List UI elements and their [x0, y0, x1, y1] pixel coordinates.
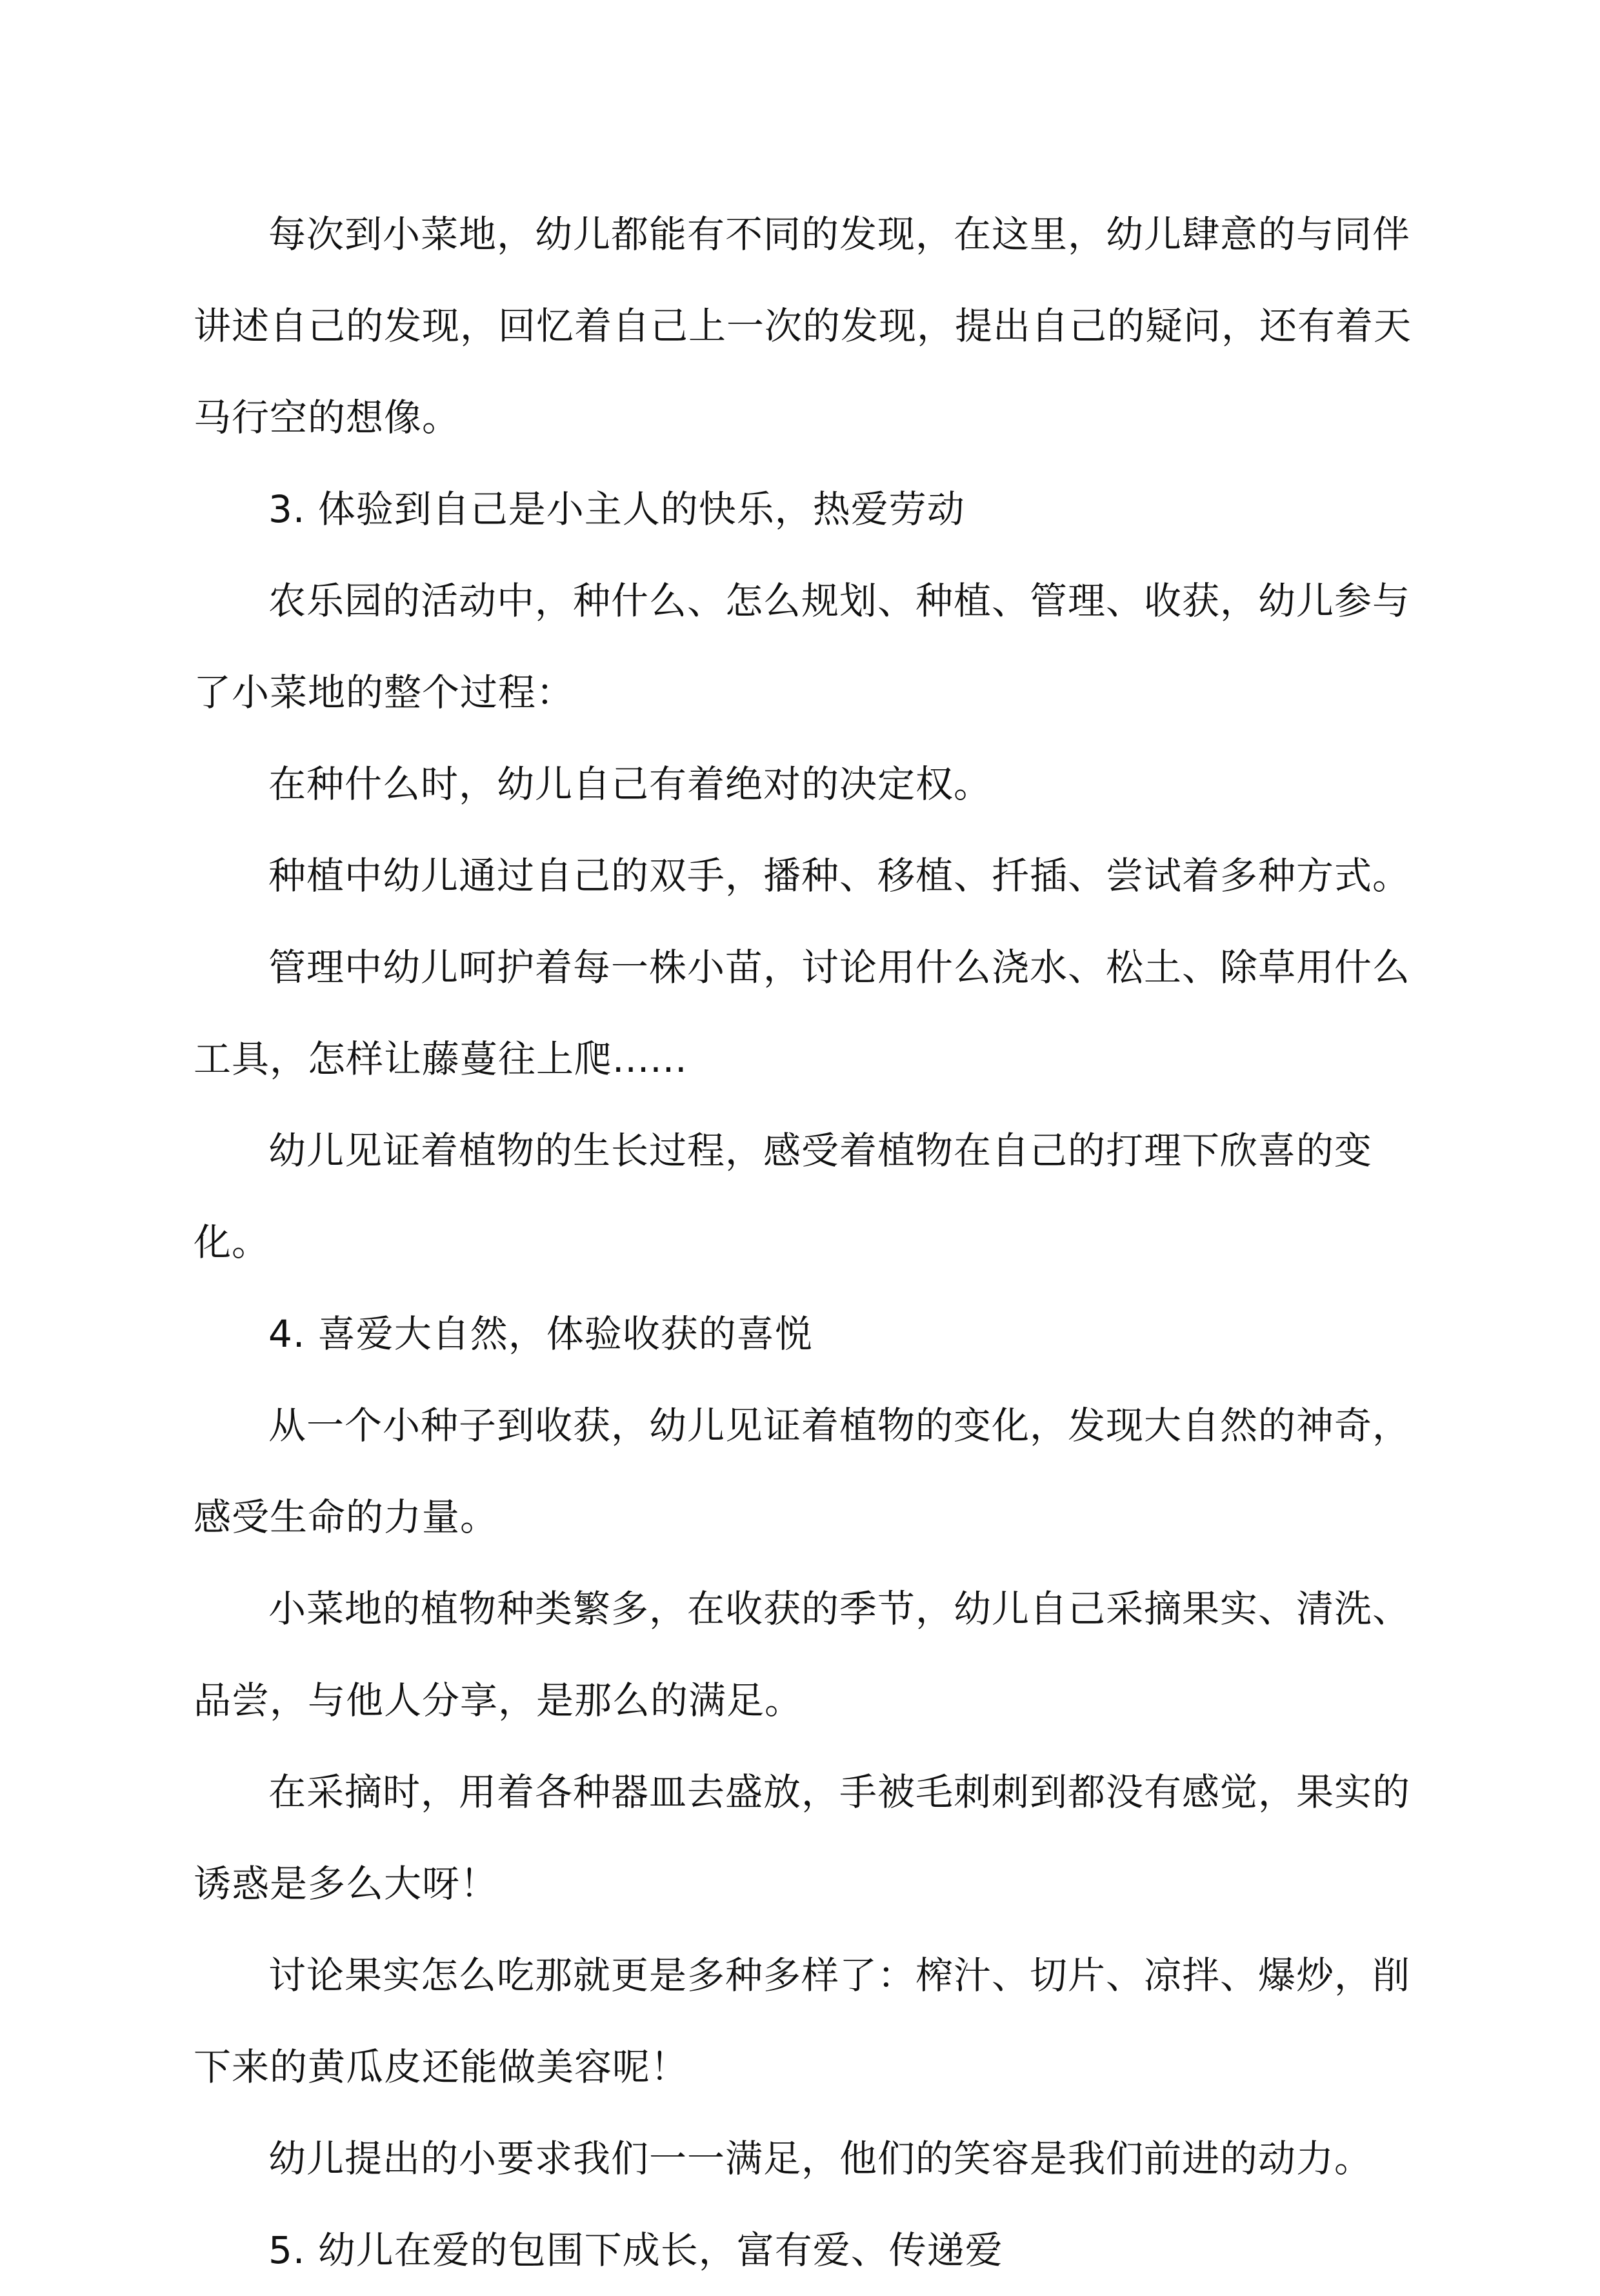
section-heading: 5. 幼儿在爱的包围下成长，富有爱、传递爱	[268, 2228, 1003, 2272]
paragraph: 在种什么时，幼儿自己有着绝对的决定权。	[268, 762, 992, 806]
paragraph: 在采摘时，用着各种器皿去盛放，手被毛刺刺到都没有感觉，果实的诱惑是多么大呀！	[194, 1770, 1411, 1906]
paragraph: 管理中幼儿呵护着每一株小苗，讨论用什么浇水、松土、除草用什么工具，怎样让藤蔓往上爬......	[194, 945, 1411, 1081]
section-heading: 4. 喜爱大自然，体验收获的喜悦	[268, 1312, 813, 1356]
paragraph: 小菜地的植物种类繁多，在收获的季节，幼儿自己采摘果实、清洗、品尝，与他人分享，是那么的满足。	[194, 1587, 1411, 1722]
paragraph: 讨论果实怎么吃那就更是多种多样了：榨汁、切片、凉拌、爆炒，削下来的黄瓜皮还能做美容呢！	[194, 1953, 1411, 2089]
paragraph: 幼儿提出的小要求我们一一满足，他们的笑容是我们前进的动力。	[268, 2137, 1373, 2180]
paragraph: 从一个小种子到收获，幼儿见证着植物的变化，发现大自然的神奇，感受生命的力量。	[194, 1404, 1411, 1539]
paragraph: 农乐园的活动中，种什么、怎么规划、种植、管理、收获，幼儿参与了小菜地的整个过程：	[194, 579, 1411, 714]
paragraph: 幼儿见证着植物的生长过程，感受着植物在自己的打理下欣喜的变化。	[194, 1129, 1373, 1264]
section-heading: 3. 体验到自己是小主人的快乐，热爱劳动	[268, 487, 965, 531]
paragraph: 每次到小菜地，幼儿都能有不同的发现，在这里，幼儿肆意的与同伴讲述自己的发现，回忆着自己上一次的发现，提出自己的疑问，还有着天马行空的想像。	[194, 212, 1412, 439]
paragraph: 种植中幼儿通过自己的双手，播种、移植、扦插、尝试着多种方式。	[268, 854, 1411, 898]
document-body	[194, 188, 1419, 2296]
